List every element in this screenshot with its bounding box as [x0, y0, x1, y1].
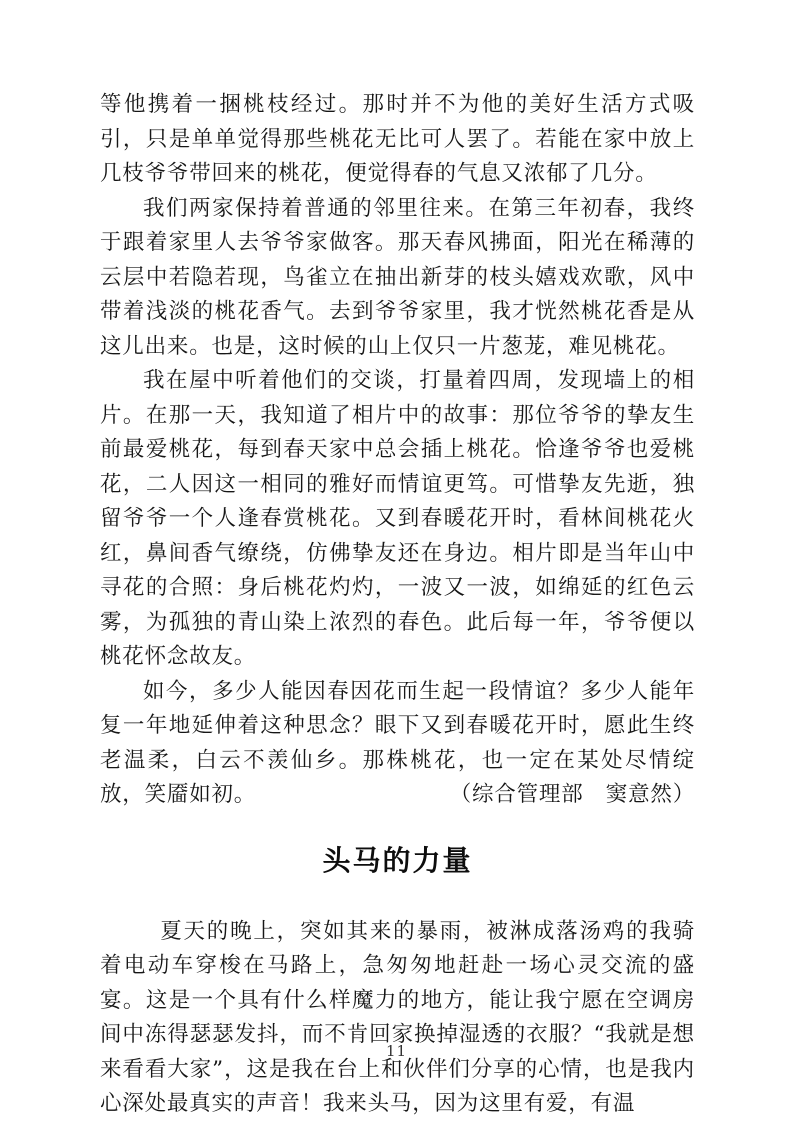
paragraph	[100, 675, 695, 813]
author-attribution: （综合管理部 窦意然）	[449, 782, 695, 807]
page-number: 11	[385, 1042, 408, 1060]
article-peach-blossom	[100, 88, 695, 813]
article-toastmasters	[100, 841, 695, 1122]
article-title: 头马的力量	[322, 843, 473, 877]
paragraph: 等他携着一捆桃枝经过。那时并不为他的美好生活方式吸引，只是单单觉得那些桃花无比可人罢了。若能在家中放上几枝爷爷带回来的桃花，便觉得春的气息又浓郁了几分。	[100, 92, 695, 186]
paragraph: 我在屋中听着他们的交谈，打量着四周，发现墙上的相片。在那一天，我知道了相片中的故事：那位爷爷的挚友生前最爱桃花，每到春天家中总会插上桃花。恰逢爷爷也爱桃花，二人因这一相同的雅好而情谊更笃。可惜挚友先逝，独留爷爷一个人逢春赏桃花。又到春暖花开时，看林间桃花火红，鼻间香气缭绕，仿佛挚友还在身边。相片即是当年山中寻花的合照：身后桃花灼灼，一波又一波，如绵延的红色云雾，为孤独的青山染上浓烈的春色。此后每一年，爷爷便以桃花怀念故友。	[100, 368, 695, 669]
paragraph: 夏天的晚上，突如其来的暴雨，被淋成落汤鸡的我骑着电动车穿梭在马路上，急匆匆地赶赴一场心灵交流的盛宴。这是一个具有什么样魔力的地方，能让我宁愿在空调房间中冻得瑟瑟发抖，而不肯回家换掉湿透的衣服？“我就是想来看看大家”，这是我在台上和伙伴们分享的心情，也是我内心深处最真实的声音！我来头马，因为这里有爱，有温	[100, 918, 695, 1116]
paragraph-text: 如今，多少人能因春因花而生起一段情谊？多少人能年复一年地延伸着这种思念？眼下又到春暖花开时，愿此生终老温柔，白云不羡仙乡。那株桃花，也一定在某处尽情绽放，笑靥如初。	[100, 678, 695, 807]
paragraph: 我们两家保持着普通的邻里往来。在第三年初春，我终于跟着家里人去爷爷家做客。那天春风拂面，阳光在稀薄的云层中若隐若现，鸟雀立在抽出新芽的枝头嬉戏欢歌，风中带着浅淡的桃花香气。去到爷爷家里，我才恍然桃花香是从这儿出来。也是，这时候的山上仅只一片葱茏，难见桃花。	[100, 195, 695, 359]
